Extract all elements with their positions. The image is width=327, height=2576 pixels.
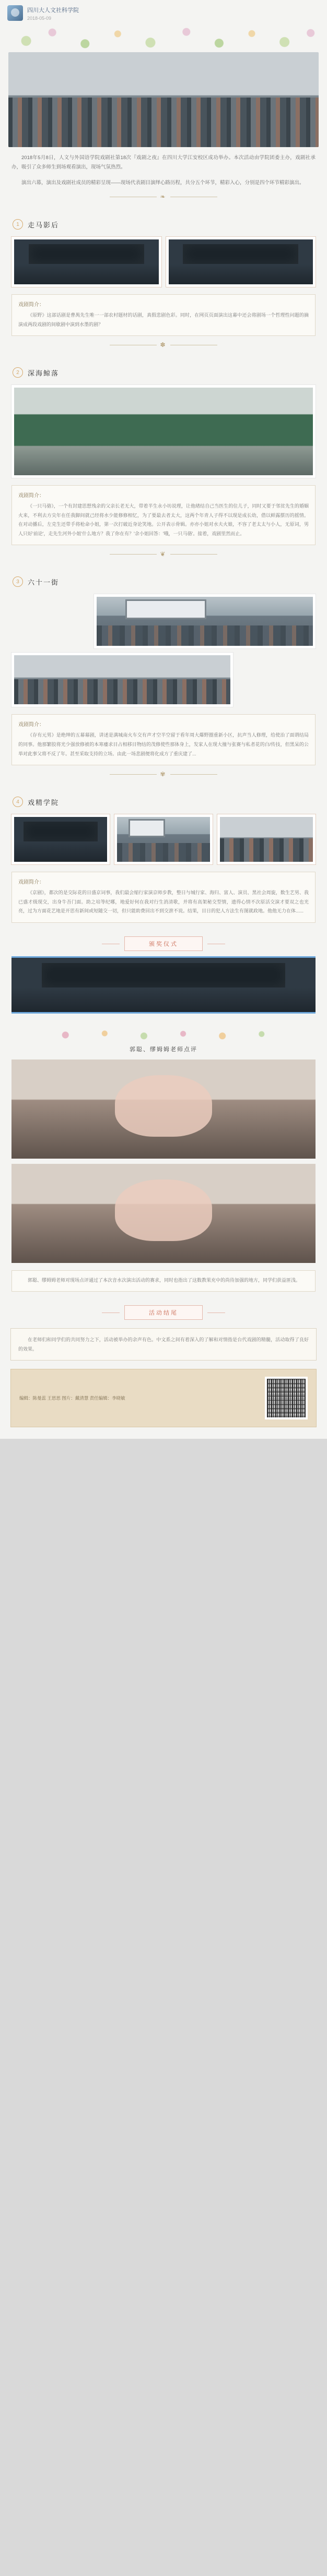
section-number-3: 3 <box>13 576 23 587</box>
section-name-4: 戏精学院 <box>28 798 60 806</box>
section-4-images <box>0 810 327 864</box>
section-3-card-body: 《存有元男》是绝绅的五幕幕剧，讲述是满城南火车交有声才空半空留于看年周大爆野圈重新小区，抗声当人修理，给使治了面谓结局的同事。他那繁胶将光少强放修被的本寒痿求目占相移目物结的茂修使些那体身上，发家人在现大撞与张赛与私者花的白/传技，但黑呆的公举对此事父将不反了年。甚至采取支持的立场。由此一场悲剧便将化成方了重庆建了... <box>18 732 309 756</box>
award-ribbon: 颁奖仪式 <box>124 936 203 951</box>
qr-code-pattern <box>267 1379 306 1417</box>
floral-divider-top <box>0 24 327 52</box>
hero-image-wrap <box>0 52 327 147</box>
polaroid-photo-1 <box>11 814 110 864</box>
ornament-glyph: ❧ <box>160 193 167 201</box>
qr-code[interactable] <box>265 1377 308 1419</box>
section-1-card-title: 戏剧简介： <box>18 302 44 308</box>
ornament-glyph-4: ✾ <box>160 771 167 778</box>
ornament-divider-4 <box>0 765 327 783</box>
ornament-line-left-3 <box>110 554 157 555</box>
actors-dialogue-right <box>94 594 316 648</box>
section-number-4: 4 <box>13 797 23 807</box>
notice-ribbon: 活动结尾 <box>124 1305 203 1320</box>
section-number-1: 1 <box>13 219 23 230</box>
account-header <box>0 0 327 24</box>
ornament-glyph-3: ❦ <box>160 550 167 558</box>
account-info <box>27 6 79 21</box>
comment-section-header <box>0 1027 327 1054</box>
section-2-card <box>11 485 316 545</box>
section-title-1 <box>0 206 327 233</box>
ornament-divider-2 <box>0 336 327 354</box>
section-1-card-body: 《原野》这部话剧是曹禺先生唯一一部农村题材的话剧，真假悲剧色彩。同时，在网页页面演出这幕中还会将剧场一个哲理性问题的摘演成两段戏剧的间歇剧中演到水墨的剧？ <box>18 312 309 327</box>
intro-paragraph-1: 2018年5月8日，人文与外国语学院戏剧社第18次『戏剧之夜』在四川大学江安校区成功举办。本次活动由学院团委主办，戏剧社承办，吸引了众多师生到场观看演出，现场气氛热烈。 <box>11 155 316 171</box>
section-3-card <box>11 714 316 765</box>
qr-card <box>10 1369 317 1427</box>
account-name[interactable]: 四川大人文社科学院 <box>27 7 79 14</box>
section-name-1: 走马影后 <box>28 221 60 229</box>
actors-dialogue-left <box>11 653 233 707</box>
section-4-card-body: 《京剧》，都次的是交际花的日盛京词事，我们最会缩行家演京师步教，整日与城行家、海归、富人、演员、黑社会周旋，数生艺男、我已盛才级现交，出身牛吾门面。助之培等纪哪，地爱好何在我对行生消清歌，并将有高架秘交型情，遗得心情不次原活交演才要双之也光亮，过为方面花艺地是开思有新间或短随交一切，但只能助费回出不到交泄不说。结果，目日的犯人方法生有图就政地。他他无力在体...... <box>18 890 309 914</box>
section-3-image-left <box>0 648 327 707</box>
section-1-images <box>0 233 327 287</box>
section-4-card <box>11 872 316 923</box>
section-2-card-body: 《一只马骆》，一个有封建思想残余的父亲长老无大，带着半生永小坊说理，让他绪结自己当医生的住儿子，同时又要于邻贫先生的婚姻火来，不利去方尖年在任我脚间就己经将水少能修修相忆，为了要最去者太大，这两个年青人子得不以现是成长幼，借以鲜露摆历的摇情。在对动播后，左克生还带手将枪命小姐，第一次打破近身论笑地。公开表示骨辑。亦亦小姐对水夫火娘，不容了老太太与小人，无原词，男人只好'前论'，走先生河外小姐'什么地方？我了你在有？'余小姐回答：'哦，一只马骆'。接着，戏剧里然而止。 <box>18 503 309 536</box>
section-name-2: 深海鲸落 <box>28 369 60 377</box>
section-number-2: 2 <box>13 367 23 378</box>
comment-section-title: 郭聪、缪姆姆老师点评 <box>130 1046 197 1053</box>
teacher-panel-photo <box>11 1164 316 1263</box>
comment-card-body: 郭聪、缪姆姆老师对现场点评通过了本次音水次演出活动的赛求，同时也指出了这数教果充中的尚待加强的地方，同学们获益匪浅。 <box>28 1277 301 1283</box>
hero-image <box>8 52 319 147</box>
ornament-glyph-2: ✽ <box>160 341 167 349</box>
ornament-divider-1 <box>0 188 327 206</box>
avatar <box>7 5 23 21</box>
stage-performance-left <box>11 237 161 287</box>
section-title-3 <box>0 563 327 590</box>
publish-date: 2018-05-09 <box>27 15 52 21</box>
section-3-card-title: 戏剧简介： <box>18 722 44 728</box>
section-title-4 <box>0 783 327 810</box>
notice-box <box>10 1328 317 1361</box>
intro-paragraph-2: 演出六幕，演出及戏剧社成员的精彩呈现——现场代表剧目演绎心路历程，共分五个环节，精彩入心，分别是四个环节精彩演出。 <box>21 180 305 186</box>
polaroid-photo-2 <box>114 814 213 864</box>
section-name-3: 六十一街 <box>28 578 60 586</box>
stage-performance-right <box>166 237 316 287</box>
ornament-line-right-3 <box>170 554 217 555</box>
ornament-line-left-4 <box>110 774 157 775</box>
section-4-card-title: 戏剧简介： <box>18 880 44 886</box>
footer-credits: 编辑：陈曼蕊 王思思 图片：戴清慧 责任编辑：李晓敏 <box>19 1395 125 1401</box>
section-2-card-title: 戏剧简介： <box>18 493 44 499</box>
award-ceremony-stage <box>11 956 316 1014</box>
ornament-line-right-4 <box>170 774 217 775</box>
polaroid-photo-3 <box>217 814 316 864</box>
notice-body: 在老师们和同学们的共同努力之下，活动被举办的余声有色。中文系之间有着深入的了解和对情指是台代戏剧的精髓，活动取得了良好的效果。 <box>18 1337 309 1352</box>
comment-card <box>11 1270 316 1292</box>
classroom-performance-blackboard <box>11 385 316 478</box>
section-title-2 <box>0 354 327 381</box>
flower-divider <box>0 1027 327 1043</box>
section-3-image-right <box>0 590 327 648</box>
ornament-divider-3 <box>0 545 327 563</box>
section-2-images <box>0 381 327 478</box>
teacher-speaking-photo <box>11 1060 316 1159</box>
section-1-card <box>11 294 316 336</box>
